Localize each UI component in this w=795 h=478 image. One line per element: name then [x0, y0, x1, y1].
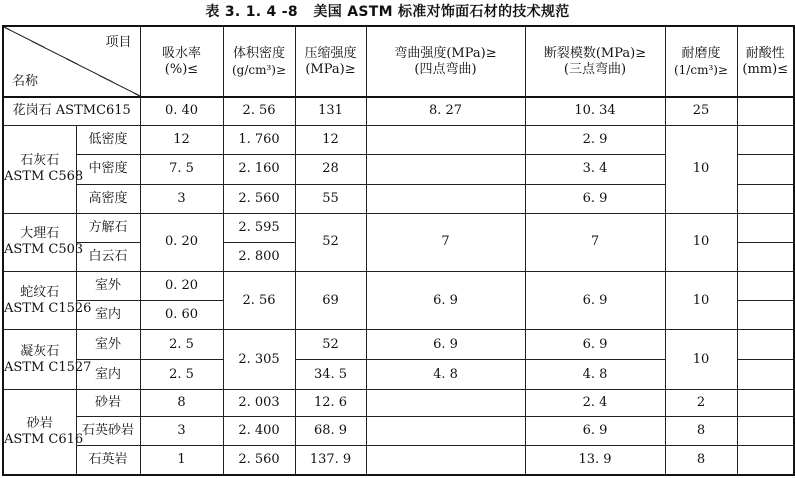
table-title: 表 3. 1. 4 -8 美国 ASTM 标准对饰面石材的技术规范: [205, 4, 570, 20]
cell-compressive: 69: [295, 271, 366, 329]
cell-flexural: 4. 8: [366, 360, 525, 390]
cell-rupture: 6. 9: [525, 271, 665, 329]
cell-compressive: 131: [295, 97, 366, 125]
cell-rupture: 6. 9: [525, 184, 665, 213]
cell-abrasion: 10: [665, 125, 737, 213]
header-abrasion: 耐磨度 (1/cm³)≥: [665, 26, 737, 97]
cell-density: 2. 305: [223, 330, 295, 390]
cell-density: 2. 400: [223, 417, 295, 446]
cell-absorption: 0. 40: [140, 97, 223, 125]
cell-acid: [737, 360, 794, 390]
cell-acid: [737, 213, 794, 242]
cell-rupture: 10. 34: [525, 97, 665, 125]
cell-absorption: 2. 5: [140, 360, 223, 390]
cell-compressive: 68. 9: [295, 417, 366, 446]
cell-density: 2. 595: [223, 213, 295, 242]
cell-flexural: 7: [366, 213, 525, 271]
cell-acid: [737, 271, 794, 300]
cell-flexural: 8. 27: [366, 97, 525, 125]
sub-name: 石英砂岩: [76, 417, 140, 446]
cell-compressive: 55: [295, 184, 366, 213]
cell-density: 2. 800: [223, 242, 295, 271]
cell-rupture: 4. 8: [525, 360, 665, 390]
cell-flexural: [366, 390, 525, 417]
cell-flexural: [366, 125, 525, 154]
header-compressive: 压缩强度 (MPa)≥: [295, 26, 366, 97]
cell-absorption: 2. 5: [140, 330, 223, 360]
cell-rupture: 6. 9: [525, 417, 665, 446]
header-corner-name: 名称: [12, 74, 39, 90]
cell-density: 1. 760: [223, 125, 295, 154]
cell-abrasion: 2: [665, 390, 737, 417]
cell-density: 2. 56: [223, 271, 295, 329]
cell-acid: [737, 301, 794, 330]
table-row: [3, 125, 794, 154]
cell-density: 2. 56: [223, 97, 295, 125]
cell-acid: [737, 154, 794, 184]
table-row: [3, 390, 794, 417]
cell-density: 2. 560: [223, 184, 295, 213]
cell-compressive: 137. 9: [295, 446, 366, 475]
sub-name: 石英岩: [76, 446, 140, 475]
header-row: [3, 26, 794, 97]
cell-compressive: 28: [295, 154, 366, 184]
cell-absorption: 0. 60: [140, 301, 223, 330]
cell-compressive: 52: [295, 213, 366, 271]
cell-abrasion: 10: [665, 213, 737, 271]
table-row: [3, 97, 794, 125]
group-name-marble: 大理石 ASTM C503: [3, 213, 76, 271]
cell-flexural: [366, 446, 525, 475]
sub-name: 室内: [76, 360, 140, 390]
cell-rupture: 7: [525, 213, 665, 271]
table-row: [3, 213, 794, 242]
astm-spec-table: [2, 25, 795, 476]
sub-name: 高密度: [76, 184, 140, 213]
cell-compressive: 34. 5: [295, 360, 366, 390]
table-row: [3, 446, 794, 475]
cell-absorption: 7. 5: [140, 154, 223, 184]
header-acid: 耐酸性 (mm)≤: [737, 26, 794, 97]
table-row: [3, 417, 794, 446]
cell-rupture: 2. 9: [525, 125, 665, 154]
cell-abrasion: 10: [665, 330, 737, 390]
cell-acid: [737, 242, 794, 271]
group-name-travertine: 凝灰石 ASTM C1527: [3, 330, 76, 390]
cell-acid: [737, 97, 794, 125]
sub-name: 中密度: [76, 154, 140, 184]
cell-rupture: 6. 9: [525, 330, 665, 360]
group-name-sandstone: 砂岩 ASTM C616: [3, 390, 76, 475]
cell-absorption: 1: [140, 446, 223, 475]
cell-compressive: 12: [295, 125, 366, 154]
cell-absorption: 0. 20: [140, 213, 223, 271]
header-corner-cell: [3, 26, 140, 97]
header-rupture: 断裂模数(MPa)≥ (三点弯曲): [525, 26, 665, 97]
cell-density: 2. 003: [223, 390, 295, 417]
cell-compressive: 12. 6: [295, 390, 366, 417]
sub-name: 低密度: [76, 125, 140, 154]
cell-absorption: 3: [140, 184, 223, 213]
cell-acid: [737, 390, 794, 417]
cell-acid: [737, 417, 794, 446]
cell-acid: [737, 184, 794, 213]
cell-abrasion: 8: [665, 446, 737, 475]
cell-density: 2. 160: [223, 154, 295, 184]
header-absorption: 吸水率 (%)≤: [140, 26, 223, 97]
cell-acid: [737, 330, 794, 360]
cell-absorption: 3: [140, 417, 223, 446]
cell-absorption: 8: [140, 390, 223, 417]
table-row: [3, 271, 794, 300]
sub-name: 室外: [76, 271, 140, 300]
cell-abrasion: 25: [665, 97, 737, 125]
cell-rupture: 3. 4: [525, 154, 665, 184]
sub-name: 方解石: [76, 213, 140, 242]
sub-name: 室外: [76, 330, 140, 360]
sub-name: 室内: [76, 301, 140, 330]
row-name: 花岗石 ASTMC615: [3, 97, 140, 125]
cell-compressive: 52: [295, 330, 366, 360]
header-density: 体积密度 (g/cm³)≥: [223, 26, 295, 97]
cell-flexural: [366, 184, 525, 213]
cell-flexural: [366, 154, 525, 184]
cell-acid: [737, 446, 794, 475]
cell-flexural: 6. 9: [366, 330, 525, 360]
table-row: [3, 330, 794, 360]
sub-name: 砂岩: [76, 390, 140, 417]
cell-abrasion: 10: [665, 271, 737, 329]
cell-density: 2. 560: [223, 446, 295, 475]
cell-rupture: 13. 9: [525, 446, 665, 475]
group-name-limestone: 石灰石 ASTM C568: [3, 125, 76, 213]
header-corner-item: 项目: [105, 35, 132, 50]
sub-name: 白云石: [76, 242, 140, 271]
cell-absorption: 0. 20: [140, 271, 223, 300]
group-name-serpentine: 蛇纹石 ASTM C1526: [3, 271, 76, 329]
cell-rupture: 2. 4: [525, 390, 665, 417]
cell-flexural: [366, 417, 525, 446]
cell-abrasion: 8: [665, 417, 737, 446]
cell-flexural: 6. 9: [366, 271, 525, 329]
header-flexural: 弯曲强度(MPa)≥ (四点弯曲): [366, 26, 525, 97]
cell-acid: [737, 125, 794, 154]
cell-absorption: 12: [140, 125, 223, 154]
